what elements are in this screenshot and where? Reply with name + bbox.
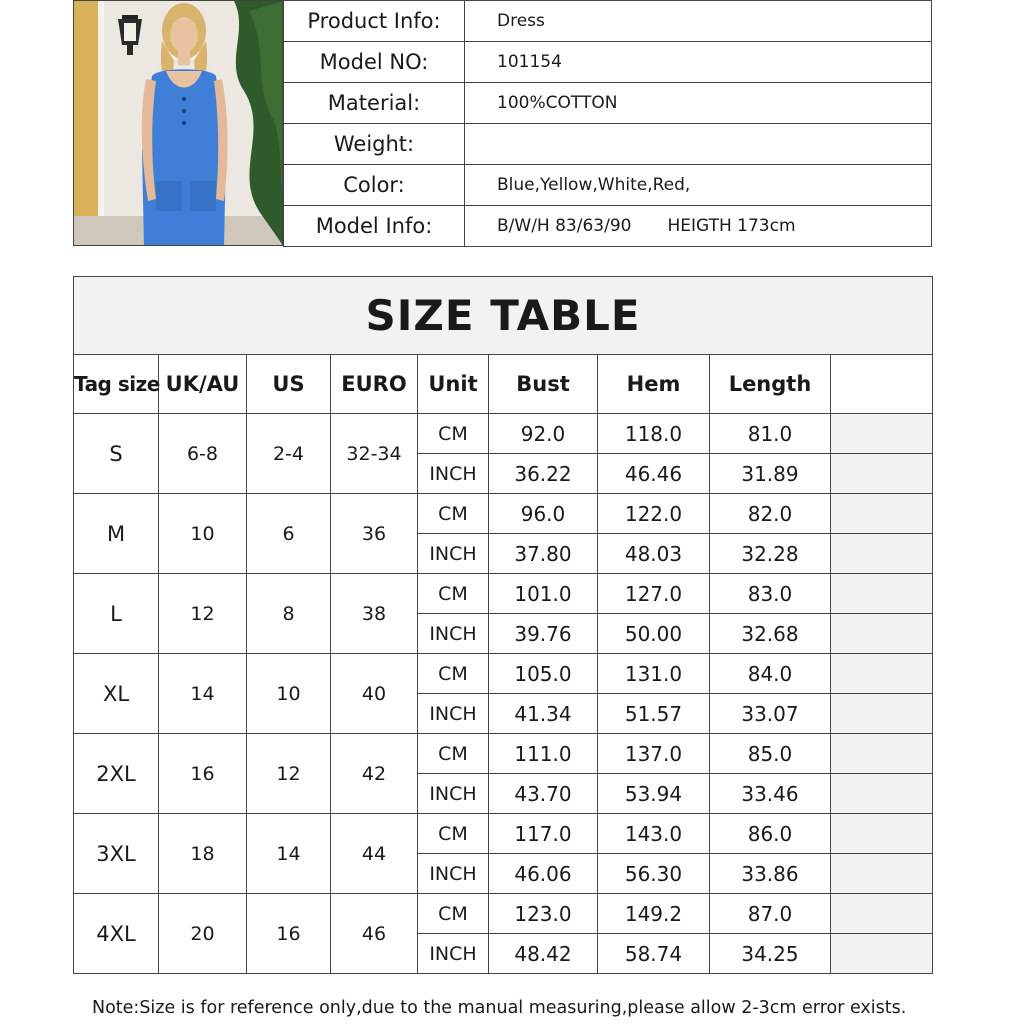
unit-cell: CM: [418, 574, 489, 614]
blank-cell: [831, 654, 933, 694]
length-cell: 32.28: [710, 534, 831, 574]
us-cell: 16: [247, 894, 331, 974]
info-value: Blue,Yellow,White,Red,: [465, 165, 932, 206]
unit-cell: INCH: [418, 614, 489, 654]
hem-cell: 53.94: [598, 774, 710, 814]
tag-size-cell: 3XL: [74, 814, 159, 894]
size-row-cm: [74, 414, 933, 454]
size-row-cm: [74, 894, 933, 934]
bust-cell: 105.0: [489, 654, 598, 694]
header-euro: EURO: [331, 355, 418, 414]
length-cell: 81.0: [710, 414, 831, 454]
length-cell: 31.89: [710, 454, 831, 494]
bust-cell: 96.0: [489, 494, 598, 534]
length-cell: 87.0: [710, 894, 831, 934]
size-row-cm: [74, 734, 933, 774]
hem-cell: 118.0: [598, 414, 710, 454]
info-value: Dress: [465, 1, 932, 42]
euro-cell: 32-34: [331, 414, 418, 494]
info-row-model-no: [284, 42, 932, 83]
tag-size-cell: M: [74, 494, 159, 574]
uk-au-cell: 10: [159, 494, 247, 574]
uk-au-cell: 16: [159, 734, 247, 814]
info-value: 100%COTTON: [465, 83, 932, 124]
length-cell: 33.86: [710, 854, 831, 894]
header-hem: Hem: [598, 355, 710, 414]
model-photo: [73, 0, 283, 246]
unit-cell: INCH: [418, 454, 489, 494]
tag-size-cell: 4XL: [74, 894, 159, 974]
bust-cell: 111.0: [489, 734, 598, 774]
tag-size-cell: L: [74, 574, 159, 654]
uk-au-cell: 20: [159, 894, 247, 974]
hem-cell: 137.0: [598, 734, 710, 774]
tag-size-cell: XL: [74, 654, 159, 734]
bust-cell: 37.80: [489, 534, 598, 574]
us-cell: 2-4: [247, 414, 331, 494]
us-cell: 12: [247, 734, 331, 814]
blank-cell: [831, 734, 933, 774]
info-label: Model Info:: [284, 206, 465, 247]
hem-cell: 56.30: [598, 854, 710, 894]
hem-cell: 50.00: [598, 614, 710, 654]
size-row-cm: [74, 494, 933, 534]
unit-cell: CM: [418, 654, 489, 694]
model-height: HEIGTH 173cm: [667, 216, 796, 236]
header-length: Length: [710, 355, 831, 414]
blank-cell: [831, 894, 933, 934]
blank-cell: [831, 614, 933, 654]
size-row-cm: [74, 654, 933, 694]
blank-cell: [831, 414, 933, 454]
info-value: [465, 206, 932, 247]
info-value: 101154: [465, 42, 932, 83]
uk-au-cell: 18: [159, 814, 247, 894]
length-cell: 85.0: [710, 734, 831, 774]
length-cell: 33.46: [710, 774, 831, 814]
unit-cell: INCH: [418, 934, 489, 974]
bust-cell: 92.0: [489, 414, 598, 454]
hem-cell: 58.74: [598, 934, 710, 974]
size-row-cm: [74, 814, 933, 854]
info-row-model-info: [284, 206, 932, 247]
length-cell: 82.0: [710, 494, 831, 534]
info-label: Weight:: [284, 124, 465, 165]
hem-cell: 48.03: [598, 534, 710, 574]
bust-cell: 101.0: [489, 574, 598, 614]
info-label: Material:: [284, 83, 465, 124]
hem-cell: 51.57: [598, 694, 710, 734]
length-cell: 32.68: [710, 614, 831, 654]
info-row-weight: [284, 124, 932, 165]
unit-cell: INCH: [418, 534, 489, 574]
euro-cell: 36: [331, 494, 418, 574]
info-value: [465, 124, 932, 165]
bust-cell: 41.34: [489, 694, 598, 734]
hem-cell: 122.0: [598, 494, 710, 534]
length-cell: 33.07: [710, 694, 831, 734]
hem-cell: 143.0: [598, 814, 710, 854]
blank-cell: [831, 534, 933, 574]
length-cell: 83.0: [710, 574, 831, 614]
bust-cell: 123.0: [489, 894, 598, 934]
us-cell: 14: [247, 814, 331, 894]
unit-cell: INCH: [418, 694, 489, 734]
unit-cell: CM: [418, 494, 489, 534]
tag-size-cell: 2XL: [74, 734, 159, 814]
unit-cell: INCH: [418, 854, 489, 894]
info-row-product: [284, 1, 932, 42]
tag-size-cell: S: [74, 414, 159, 494]
euro-cell: 40: [331, 654, 418, 734]
header-us: US: [247, 355, 331, 414]
product-info-table: [283, 0, 932, 247]
euro-cell: 44: [331, 814, 418, 894]
model-photo-icon: [74, 1, 283, 246]
us-cell: 10: [247, 654, 331, 734]
bust-cell: 48.42: [489, 934, 598, 974]
info-label: Product Info:: [284, 1, 465, 42]
unit-cell: CM: [418, 734, 489, 774]
info-label: Model NO:: [284, 42, 465, 83]
hem-cell: 149.2: [598, 894, 710, 934]
uk-au-cell: 6-8: [159, 414, 247, 494]
blank-cell: [831, 454, 933, 494]
size-row-cm: [74, 574, 933, 614]
header-bust: Bust: [489, 355, 598, 414]
us-cell: 6: [247, 494, 331, 574]
bust-cell: 117.0: [489, 814, 598, 854]
bust-cell: 39.76: [489, 614, 598, 654]
hem-cell: 46.46: [598, 454, 710, 494]
length-cell: 86.0: [710, 814, 831, 854]
length-cell: 34.25: [710, 934, 831, 974]
us-cell: 8: [247, 574, 331, 654]
bust-cell: 46.06: [489, 854, 598, 894]
size-table: [73, 276, 933, 974]
size-table-header: [74, 355, 933, 414]
bust-cell: 43.70: [489, 774, 598, 814]
unit-cell: CM: [418, 814, 489, 854]
blank-cell: [831, 854, 933, 894]
blank-cell: [831, 774, 933, 814]
unit-cell: CM: [418, 414, 489, 454]
size-note: Note:Size is for reference only,due to the manual measuring,please allow 2-3cm error exists.: [92, 998, 907, 1018]
blank-cell: [831, 934, 933, 974]
size-table-title: SIZE TABLE: [74, 277, 933, 355]
bust-cell: 36.22: [489, 454, 598, 494]
blank-cell: [831, 494, 933, 534]
unit-cell: INCH: [418, 774, 489, 814]
euro-cell: 46: [331, 894, 418, 974]
hem-cell: 131.0: [598, 654, 710, 694]
length-cell: 84.0: [710, 654, 831, 694]
info-row-color: [284, 165, 932, 206]
euro-cell: 42: [331, 734, 418, 814]
blank-cell: [831, 694, 933, 734]
info-label: Color:: [284, 165, 465, 206]
header-uk-au: UK/AU: [159, 355, 247, 414]
header-blank: [831, 355, 933, 414]
euro-cell: 38: [331, 574, 418, 654]
uk-au-cell: 14: [159, 654, 247, 734]
uk-au-cell: 12: [159, 574, 247, 654]
header-tag-size: Tag size: [74, 355, 159, 414]
header-unit: Unit: [418, 355, 489, 414]
blank-cell: [831, 574, 933, 614]
size-table-title-row: [74, 277, 933, 355]
info-row-material: [284, 83, 932, 124]
unit-cell: CM: [418, 894, 489, 934]
model-measurements: B/W/H 83/63/90: [497, 216, 632, 236]
blank-cell: [831, 814, 933, 854]
hem-cell: 127.0: [598, 574, 710, 614]
